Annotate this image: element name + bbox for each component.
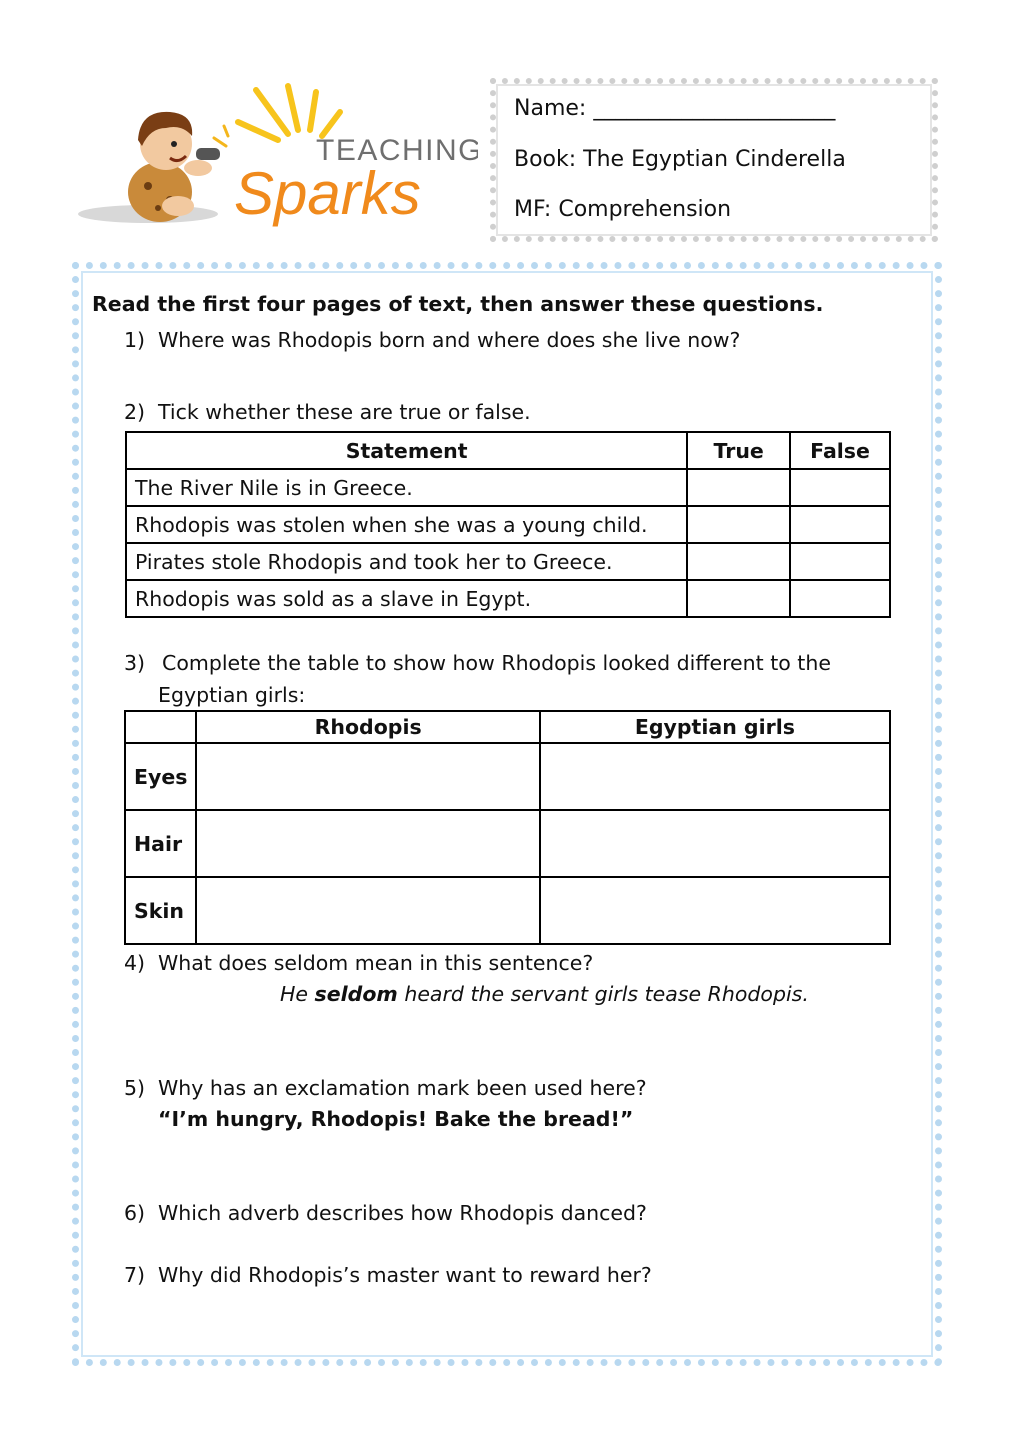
row-label-hair: Hair bbox=[125, 810, 196, 877]
statement-cell: The River Nile is in Greece. bbox=[126, 469, 687, 506]
false-tick-cell[interactable] bbox=[790, 469, 890, 506]
sentence-end: heard the servant girls tease Rhodopis. bbox=[397, 982, 809, 1006]
mf-label: MF: Comprehension bbox=[514, 197, 732, 222]
caveman-mascot-icon bbox=[78, 82, 478, 242]
logo-word-sparks: Sparks bbox=[234, 160, 421, 227]
true-tick-cell[interactable] bbox=[687, 469, 790, 506]
instruction-text: Read the first four pages of text, then answer these questions. bbox=[92, 292, 824, 316]
q3-number: 3) bbox=[124, 651, 146, 675]
answer-cell[interactable] bbox=[540, 810, 890, 877]
q5-quote: “I’m hungry, Rhodopis! Bake the bread!” bbox=[158, 1107, 634, 1131]
q4-example-sentence bbox=[280, 982, 809, 1006]
row-label-skin: Skin bbox=[125, 877, 196, 944]
true-tick-cell[interactable] bbox=[687, 580, 790, 617]
q1-text: Where was Rhodopis born and where does she live now? bbox=[158, 328, 741, 352]
header-rhodopis: Rhodopis bbox=[196, 711, 539, 743]
q4-number: 4) bbox=[124, 951, 146, 975]
name-field[interactable] bbox=[514, 96, 835, 121]
q6-text: Which adverb describes how Rhodopis danced? bbox=[158, 1201, 647, 1225]
statement-cell: Rhodopis was stolen when she was a young child. bbox=[126, 506, 687, 543]
sentence-keyword: seldom bbox=[314, 982, 398, 1006]
answer-cell[interactable] bbox=[540, 743, 890, 810]
q2-text: Tick whether these are true or false. bbox=[158, 400, 531, 424]
false-tick-cell[interactable] bbox=[790, 580, 890, 617]
table-row bbox=[125, 810, 890, 877]
name-line: ______________________ bbox=[593, 96, 836, 121]
q3-text-line2: Egyptian girls: bbox=[158, 683, 306, 707]
q1-number: 1) bbox=[124, 328, 146, 352]
header-blank bbox=[125, 711, 196, 743]
q7-number: 7) bbox=[124, 1263, 146, 1287]
header-false: False bbox=[790, 432, 890, 469]
true-tick-cell[interactable] bbox=[687, 543, 790, 580]
answer-cell[interactable] bbox=[196, 743, 539, 810]
comparison-table bbox=[124, 710, 891, 945]
header-true: True bbox=[687, 432, 790, 469]
book-label: Book: The Egyptian Cinderella bbox=[514, 147, 846, 172]
table-row bbox=[125, 877, 890, 944]
table-header-row bbox=[125, 711, 890, 743]
teaching-sparks-logo bbox=[78, 82, 478, 242]
q2-number: 2) bbox=[124, 400, 146, 424]
table-header-row bbox=[126, 432, 890, 469]
table-row bbox=[126, 506, 890, 543]
answer-cell[interactable] bbox=[196, 877, 539, 944]
true-false-table bbox=[125, 431, 891, 618]
q5-number: 5) bbox=[124, 1076, 146, 1100]
q4-text: What does seldom mean in this sentence? bbox=[158, 951, 594, 975]
header-statement: Statement bbox=[126, 432, 687, 469]
table-row bbox=[126, 580, 890, 617]
name-label: Name: bbox=[514, 96, 587, 121]
sentence-start: He bbox=[280, 982, 315, 1006]
table-row bbox=[125, 743, 890, 810]
answer-cell[interactable] bbox=[540, 877, 890, 944]
row-label-eyes: Eyes bbox=[125, 743, 196, 810]
q7-text: Why did Rhodopis’s master want to reward her? bbox=[158, 1263, 652, 1287]
false-tick-cell[interactable] bbox=[790, 506, 890, 543]
table-row bbox=[126, 543, 890, 580]
statement-cell: Rhodopis was sold as a slave in Egypt. bbox=[126, 580, 687, 617]
q3-text-line1: Complete the table to show how Rhodopis looked different to the bbox=[162, 651, 831, 675]
q6-number: 6) bbox=[124, 1201, 146, 1225]
logo-word-teaching: TEACHING bbox=[316, 134, 478, 167]
false-tick-cell[interactable] bbox=[790, 543, 890, 580]
header-egyptian-girls: Egyptian girls bbox=[540, 711, 890, 743]
table-row bbox=[126, 469, 890, 506]
true-tick-cell[interactable] bbox=[687, 506, 790, 543]
answer-cell[interactable] bbox=[196, 810, 539, 877]
q5-text: Why has an exclamation mark been used here? bbox=[158, 1076, 647, 1100]
student-info-box bbox=[490, 78, 938, 242]
statement-cell: Pirates stole Rhodopis and took her to Greece. bbox=[126, 543, 687, 580]
